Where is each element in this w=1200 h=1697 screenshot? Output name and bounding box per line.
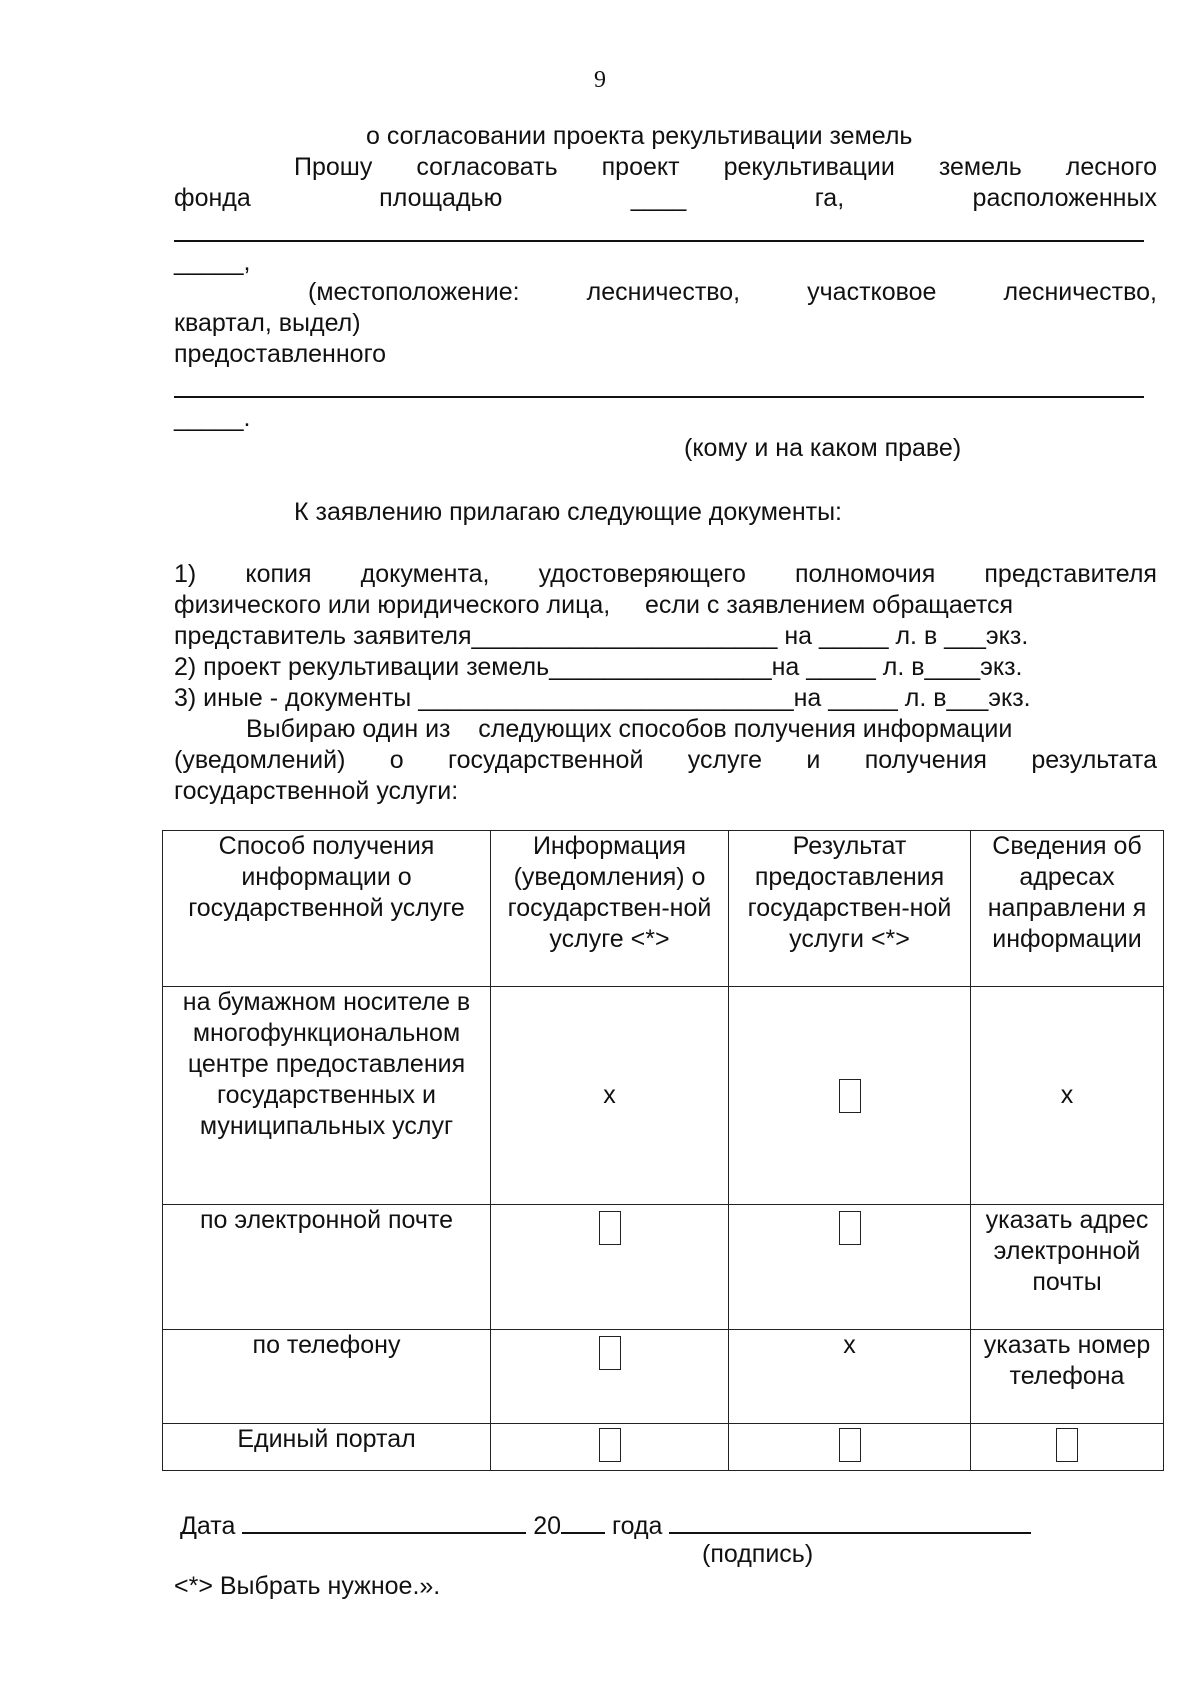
- checkbox[interactable]: [599, 1211, 621, 1245]
- right-note: (кому и на каком праве): [684, 434, 962, 462]
- year-prefix: 20: [533, 1512, 562, 1540]
- method-cell: Единый портал: [163, 1424, 491, 1471]
- checkbox[interactable]: [839, 1211, 861, 1245]
- x-mark: x: [843, 1331, 856, 1359]
- info-cell: [491, 1205, 729, 1330]
- item-1-line-1: 1) копия документа, удостоверяющего полномочия представителя: [174, 560, 1157, 588]
- method-cell: по телефону: [163, 1330, 491, 1424]
- table-row: [163, 1330, 1164, 1424]
- checkbox[interactable]: [1056, 1428, 1078, 1462]
- footnote: <*> Выбрать нужное.».: [174, 1572, 441, 1600]
- table-row: [163, 1424, 1164, 1471]
- result-cell: [729, 1424, 971, 1471]
- date-line: [180, 1510, 1031, 1539]
- provided-blank-end[interactable]: _____.: [174, 404, 251, 432]
- checkbox[interactable]: [599, 1428, 621, 1462]
- header-result: Результат предоставления государствен-ной услуги <*>: [729, 831, 971, 987]
- header-method: Способ получения информации о государственной услуге: [163, 831, 491, 987]
- document-heading: о согласовании проекта рекультивации земель: [366, 122, 913, 150]
- request-line-2: фонда площадью ____ га, расположенных: [174, 184, 1157, 212]
- address-cell: [971, 987, 1164, 1205]
- choice-line-2: (уведомлений) о государственной услуге и получения результата: [174, 746, 1157, 774]
- address-cell: [971, 1424, 1164, 1471]
- x-mark: x: [603, 1081, 616, 1109]
- table-row: [163, 1205, 1164, 1330]
- info-cell: [491, 987, 729, 1205]
- page-number: 9: [594, 67, 606, 93]
- table-header-row: [163, 831, 1164, 987]
- method-cell: на бумажном носителе в многофункциональном центре предоставления государственных и муниципальных услуг: [163, 987, 491, 1205]
- item-3[interactable]: 3) иные - документы ___________________________на _____ л. в___экз.: [174, 684, 1031, 712]
- choice-line-1: Выбираю один из следующих способов получения информации: [246, 715, 1013, 743]
- date-label: Дата: [180, 1512, 236, 1540]
- item-1-line-2: физического или юридического лица, если с заявлением обращается: [174, 591, 1014, 619]
- date-field[interactable]: [242, 1510, 526, 1534]
- location-blank-end[interactable]: _____,: [174, 248, 251, 276]
- info-cell: [491, 1330, 729, 1424]
- provided-label: предоставленного: [174, 340, 387, 368]
- attachments-intro: К заявлению прилагаю следующие документы:: [294, 498, 842, 526]
- delivery-methods-table: [162, 830, 1164, 1471]
- provided-blank-line[interactable]: [174, 396, 1144, 398]
- result-cell: [729, 1205, 971, 1330]
- header-address: Сведения об адресах направлени я информации: [971, 831, 1164, 987]
- info-cell: [491, 1424, 729, 1471]
- signature-field[interactable]: [669, 1510, 1031, 1534]
- checkbox[interactable]: [839, 1079, 861, 1113]
- year-field[interactable]: [561, 1510, 605, 1534]
- signature-label: (подпись): [702, 1540, 814, 1568]
- location-note: (местоположение: лесничество, участковое лесничество,: [308, 278, 1157, 306]
- checkbox[interactable]: [839, 1428, 861, 1462]
- year-label: года: [612, 1512, 663, 1540]
- result-cell: [729, 1330, 971, 1424]
- table-row: [163, 987, 1164, 1205]
- address-cell[interactable]: указать адрес электронной почты: [971, 1205, 1164, 1330]
- header-info: Информация (уведомления) о государствен-ной услуге <*>: [491, 831, 729, 987]
- location-blank-line[interactable]: [174, 240, 1144, 242]
- item-1-line-3[interactable]: представитель заявителя______________________ на _____ л. в ___экз.: [174, 622, 1029, 650]
- location-note-line-2: квартал, выдел): [174, 309, 361, 337]
- choice-line-3: государственной услуги:: [174, 777, 459, 805]
- checkbox[interactable]: [599, 1336, 621, 1370]
- request-line-1: Прошу согласовать проект рекультивации земель лесного: [294, 153, 1157, 181]
- method-cell: по электронной почте: [163, 1205, 491, 1330]
- area-blank[interactable]: ____: [630, 184, 687, 212]
- address-cell[interactable]: указать номер телефона: [971, 1330, 1164, 1424]
- x-mark: x: [1060, 1081, 1074, 1109]
- result-cell: [729, 987, 971, 1205]
- item-2[interactable]: 2) проект рекультивации земель________________на _____ л. в____экз.: [174, 653, 1023, 681]
